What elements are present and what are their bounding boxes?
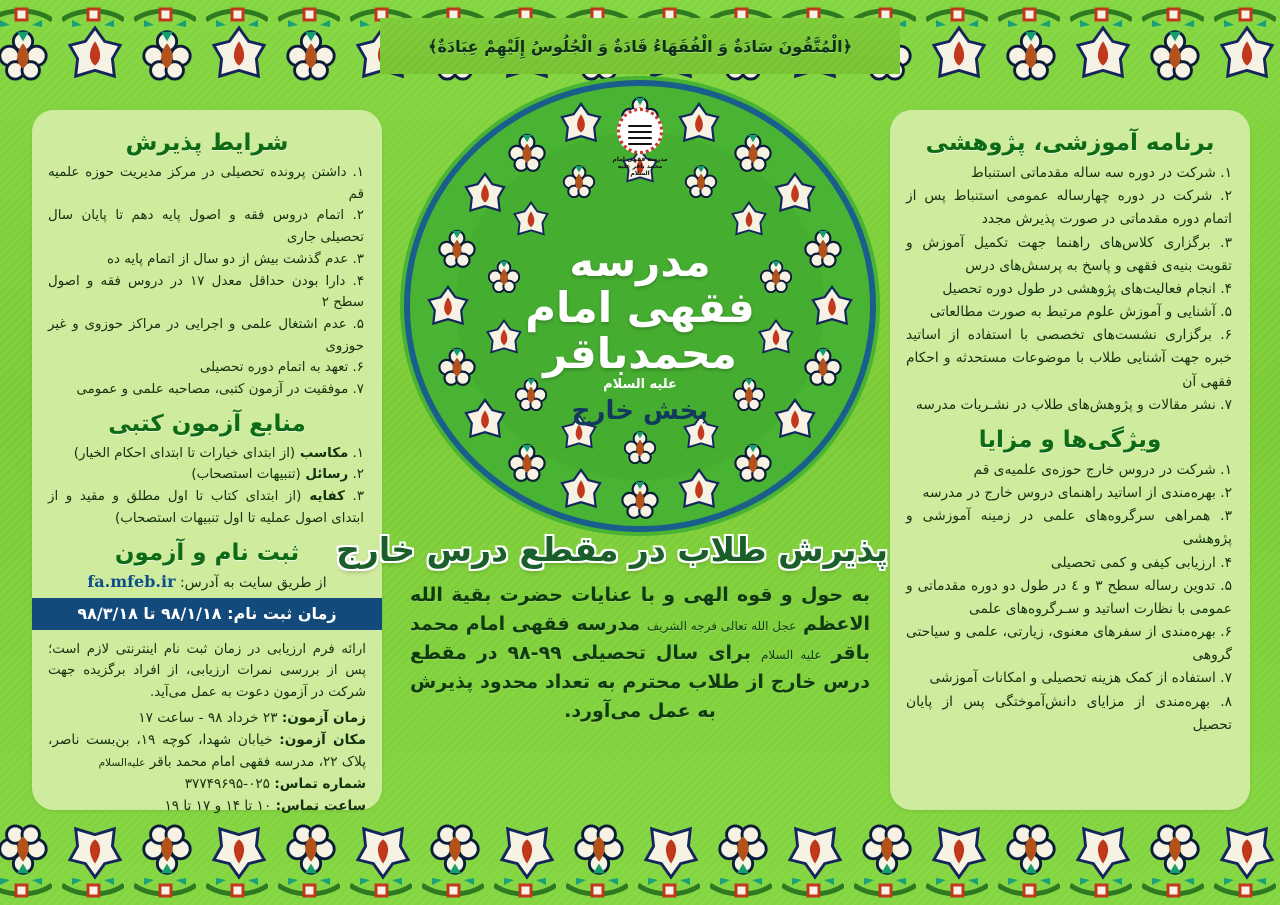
exam-place-row bbox=[48, 729, 366, 773]
medallion bbox=[410, 86, 870, 526]
condition-item: ۶. تعهد به اتمام دوره تحصیلی bbox=[199, 360, 364, 376]
floral-motif-icon bbox=[926, 815, 988, 881]
feature-item: ۷. استفاده از کمک هزینه تحصیلی و امکانات آموزشی bbox=[929, 670, 1232, 687]
features-list bbox=[906, 459, 1234, 737]
contact-hours-value: ۱۰ تا ۱۴ و ۱۷ تا ۱۹ bbox=[164, 798, 276, 814]
program-item: ۳. برگزاری کلاس‌های راهنما جهت تکمیل آموزش و تقویت بنیه‌ی فقهی و پاسخ به پرسش‌های درس bbox=[906, 234, 1232, 274]
source-book: کفایه bbox=[301, 489, 345, 505]
exam-time-row bbox=[48, 707, 366, 729]
logo-caption: مدرسه فقهی امام محمد باقر علیه السلام bbox=[612, 156, 668, 177]
floral-motif-icon bbox=[1142, 24, 1204, 90]
hadith-banner bbox=[380, 18, 900, 74]
floral-motif-icon bbox=[134, 24, 196, 90]
hadith-text: ﴿الْمُتَّقُونَ سَادَةٌ وَ الْفُقَهَاءُ قَادَةٌ وَ الْجُلُوسُ إِلَيْهِمْ عِبَادَةٌ﴾ bbox=[428, 36, 852, 56]
feature-item: ۸. بهره‌مندی از مزایای دانش‌آموختگی پس از پایان تحصیل bbox=[906, 693, 1232, 733]
right-panel bbox=[890, 110, 1250, 810]
exam-sources-list bbox=[48, 443, 366, 530]
condition-item: ۵. عدم اشتغال علمی و اجرایی در مراکز حوزوی و غیر حوزوی bbox=[48, 316, 364, 354]
floral-motif-icon bbox=[350, 815, 412, 881]
program-item: ۲. شرکت در دوره چهارساله عمومی استنباط پس از اتمام دوره مقدماتی در صورت پذیرش مجدد bbox=[906, 188, 1232, 228]
center-column bbox=[336, 86, 888, 725]
exam-time-value: ۲۳ خرداد ۹۸ - ساعت ۱۷ bbox=[138, 709, 282, 726]
exam-place-honorific: علیه‌السلام bbox=[98, 756, 146, 769]
floral-motif-icon bbox=[998, 815, 1060, 881]
floral-motif-icon bbox=[0, 815, 52, 881]
floral-motif-icon bbox=[206, 815, 268, 881]
program-item: ۶. برگزاری نشست‌های تخصصی با استفاده از اساتید خبره جهت آشنایی طلاب با موضوعات مستحدثه و احکام فقهی آن bbox=[906, 327, 1232, 390]
exam-place-label: مکان آزمون: bbox=[279, 731, 366, 748]
source-number: ۳. bbox=[344, 489, 365, 505]
features-title: ویژگی‌ها و مزایا bbox=[978, 426, 1162, 453]
floral-motif-icon bbox=[566, 815, 628, 881]
floral-motif-icon bbox=[278, 815, 340, 881]
lead-part-3: برای سال تحصیلی ۹۹-۹۸ در مقطع درس خارج از طلاب محترم به تعداد محدود پذیرش به عمل می‌آورد. bbox=[410, 641, 870, 722]
program-item: ۵. آشنایی و آموزش علوم مرتبط به صورت مطالعاتی bbox=[929, 304, 1232, 321]
exam-source-item bbox=[48, 464, 366, 486]
floral-motif-icon bbox=[1070, 24, 1132, 90]
floral-motif-icon bbox=[1214, 815, 1276, 881]
school-logo bbox=[609, 108, 671, 178]
exam-source-item bbox=[48, 443, 366, 465]
source-detail: (از ابتدای کتاب تا اول مطلق و مقید و از ابتدای اصول عملیه تا اول تنبیهات استصحاب) bbox=[48, 489, 364, 526]
feature-item: ۱. شرکت در دروس خارج حوزه‌ی علمیه‌ی قم bbox=[973, 461, 1232, 478]
admission-conditions-title: شرایط پذیرش bbox=[125, 130, 289, 156]
program-item: ۱. شرکت در دوره سه ساله مقدماتی استنباط bbox=[970, 165, 1232, 181]
exam-time-label: زمان آزمون: bbox=[281, 709, 366, 726]
page-title: پذیرش طلاب در مقطع درس خارج bbox=[336, 530, 888, 569]
floral-motif-icon bbox=[0, 24, 52, 90]
medallion-line-2: فقهی امام bbox=[525, 282, 755, 332]
medallion-line-1: مدرسه bbox=[569, 236, 711, 286]
lead-part-2: مدرسه فقهی امام محمد باقر bbox=[410, 612, 870, 664]
source-number: ۱. bbox=[348, 445, 364, 461]
source-detail: (از ابتدای خیارات تا ابتدای احکام الخیار) bbox=[73, 445, 296, 461]
floral-motif-icon bbox=[1214, 24, 1276, 90]
lead-honorific-1: عجل الله تعالی فرجه الشریف bbox=[646, 618, 797, 633]
floral-motif-icon bbox=[854, 815, 916, 881]
feature-item: ۳. همراهی سرگروه‌های علمی در زمینه آموزشی و پژوهشی bbox=[906, 508, 1232, 548]
exam-place-value: خیابان شهدا، کوچه ۱۹، بن‌بست ناصر، پلاک ۲۲، مدرسه فقهی امام محمد باقر bbox=[48, 731, 366, 770]
floral-motif-icon bbox=[710, 815, 772, 881]
exam-source-item bbox=[48, 486, 366, 529]
condition-item: ۷. موفقیت در آزمون کتبی، مصاحبه علمی و عمومی bbox=[76, 382, 364, 398]
floral-motif-icon bbox=[422, 815, 484, 881]
bottom-decorative-border bbox=[0, 807, 1280, 905]
exam-sources-title: منابع آزمون کتبی bbox=[108, 410, 306, 437]
medallion-honorific: علیه السلام bbox=[603, 376, 677, 392]
condition-item: ۱. داشتن پرونده تحصیلی در مرکز مدیریت حوزه علمیه قم bbox=[48, 165, 364, 202]
floral-motif-icon bbox=[782, 815, 844, 881]
motif-row bbox=[0, 815, 1280, 881]
admission-conditions-list bbox=[48, 162, 366, 401]
registration-site-line bbox=[48, 572, 366, 591]
medallion-line-4: بخش خارج bbox=[571, 395, 709, 426]
via-site-label: از طریق سایت به آدرس: bbox=[179, 574, 327, 591]
floral-motif-icon bbox=[62, 815, 124, 881]
source-book: مکاسب bbox=[295, 445, 349, 461]
registration-title: ثبت نام و آزمون bbox=[114, 539, 300, 566]
lead-part-1: به حول و قوه الهی و با عنایات حضرت بقیة الله الاعظم bbox=[410, 584, 870, 635]
floral-motif-icon bbox=[206, 24, 268, 90]
program-title: برنامه آموزشی، پژوهشی bbox=[925, 130, 1215, 156]
registration-note: ارائه فرم ارزیابی در زمان ثبت نام اینترنتی لازم است؛ پس از بررسی نمرات ارزیابی، از افراد برگزیده جهت شرکت در آزمون دعوت به عمل می‌آید. bbox=[48, 641, 366, 701]
source-book: رسائل bbox=[300, 467, 349, 483]
floral-motif-icon bbox=[926, 24, 988, 90]
feature-item: ۶. بهره‌مندی از سفرهای معنوی، زیارتی، علمی و سیاحتی گروهی bbox=[906, 624, 1232, 664]
logo-emblem-icon bbox=[617, 108, 663, 154]
floral-motif-icon bbox=[134, 815, 196, 881]
floral-motif-icon bbox=[1142, 815, 1204, 881]
floral-motif-icon bbox=[1070, 815, 1132, 881]
contact-hours-label: ساعت تماس: bbox=[275, 798, 366, 814]
lead-honorific-2: علیه السلام bbox=[760, 647, 822, 662]
feature-item: ۴. ارزیابی کیفی و کمی تحصیلی bbox=[1050, 554, 1232, 571]
condition-item: ۲. اتمام دروس فقه و اصول پایه دهم تا پایان سال تحصیلی جاری bbox=[48, 208, 364, 246]
lead-paragraph bbox=[410, 581, 870, 725]
registration-url[interactable]: fa.mfeb.ir bbox=[87, 571, 176, 591]
condition-item: ۴. دارا بودن حداقل معدل ۱۷ در دروس فقه و اصول سطح ۲ bbox=[48, 273, 365, 311]
floral-motif-icon bbox=[62, 24, 124, 90]
source-number: ۲. bbox=[348, 467, 364, 483]
floral-motif-icon bbox=[998, 24, 1060, 90]
feature-item: ۲. بهره‌مندی از اساتید راهنمای دروس خارج در مدرسه bbox=[922, 485, 1232, 502]
left-panel bbox=[32, 110, 382, 814]
source-detail: (تنبیهات استصحاب) bbox=[191, 467, 301, 483]
floral-motif-icon bbox=[638, 815, 700, 881]
program-list bbox=[906, 162, 1234, 417]
phone-row bbox=[48, 773, 366, 795]
feature-item: ۵. تدوین رساله سطح ۳ و ٤ در طول دو دوره مقدماتی و عمومی با نظارت اساتید و سـرگروه‌های علمی bbox=[906, 577, 1233, 617]
program-item: ۴. انجام فعالیت‌های پژوهشی در طول دوره تحصیل bbox=[942, 280, 1232, 297]
medallion-line-3: محمدباقر bbox=[543, 328, 737, 378]
floral-motif-icon bbox=[494, 815, 556, 881]
registration-period-band: زمان ثبت نام: ۹۸/۱/۱۸ تا ۹۸/۳/۱۸ bbox=[32, 598, 382, 630]
phone-value: ۰۲۵-۳۷۷۴۹۶۹۵ bbox=[184, 775, 275, 792]
phone-label: شماره تماس: bbox=[274, 775, 366, 792]
floral-motif-icon bbox=[278, 24, 340, 90]
condition-item: ۳. عدم گذشت بیش از دو سال از اتمام پایه ده bbox=[106, 251, 364, 267]
program-item: ۷. نشر مقالات و پژوهش‌های طلاب در نشـریات مدرسه bbox=[915, 396, 1232, 413]
